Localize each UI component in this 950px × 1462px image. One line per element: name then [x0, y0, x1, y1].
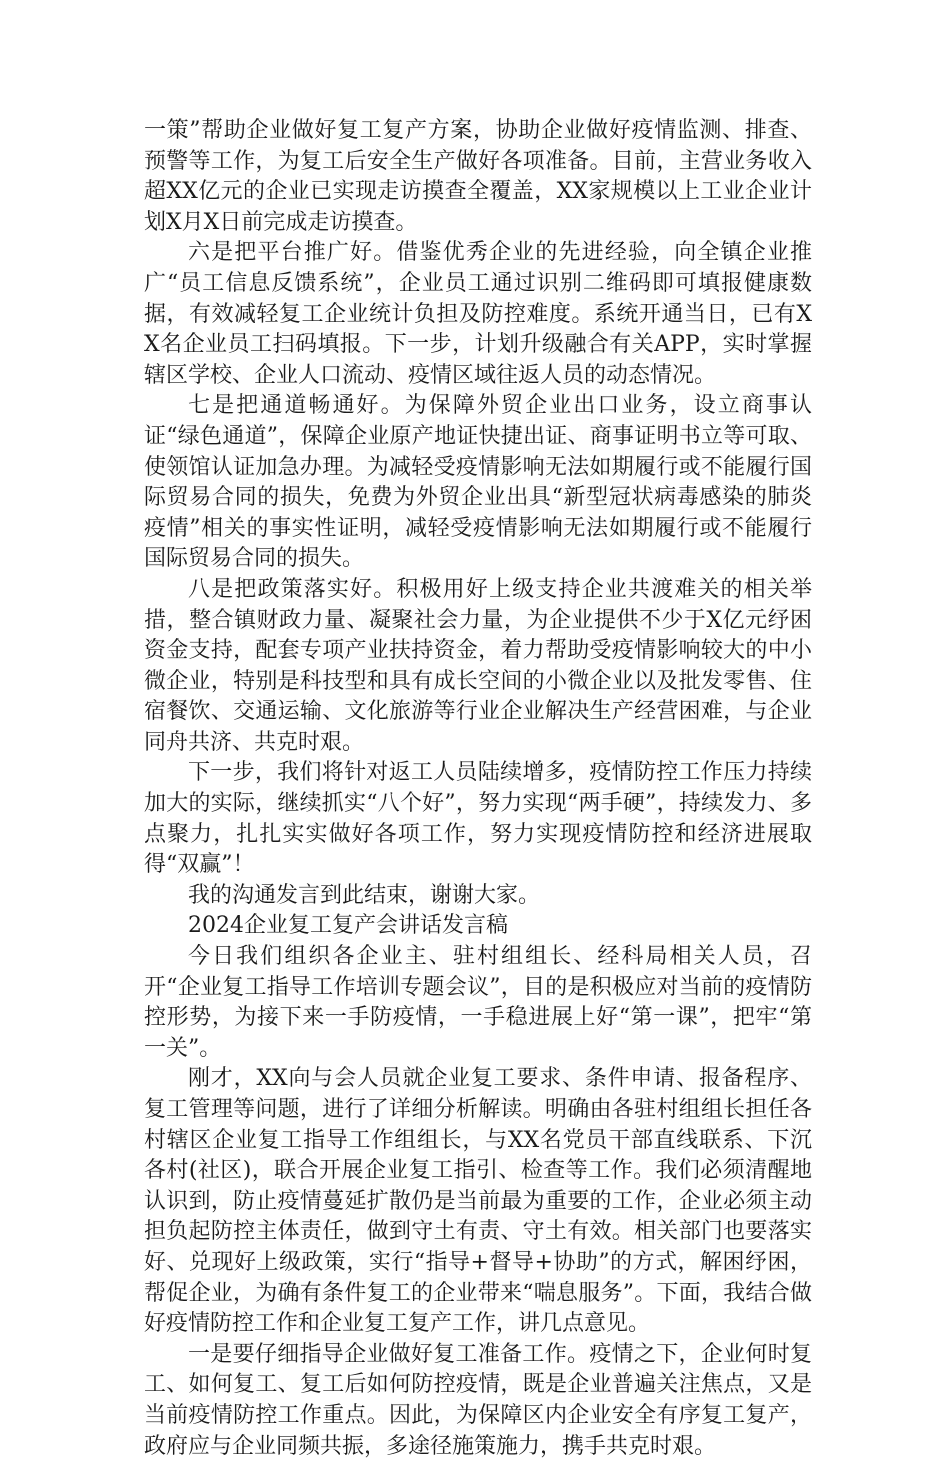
- paragraph-channel-smooth: 七是把通道畅通好。为保障外贸企业出口业务，设立商事认证“绿色通道”，保障企业原产地证快捷出证、商事证明书立等可取、使领馆认证加急办理。为减轻受疫情影响无法如期履行或不能履行国际贸易合同的损失，免费为外贸企业出具“新型冠状病毒感染的肺炎疫情”相关的事实性证明，减轻受疫情影响无法如期履行或不能履行国际贸易合同的损失。: [144, 393, 812, 572]
- paragraph-requirements-review: 刚才，XX向与会人员就企业复工要求、条件申请、报备程序、复工管理等问题，进行了详细分析解读。明确由各驻村组组长担任各村辖区企业复工指导工作组组长，与XX名党员干部直线联系、下沉各村(社区)，联合开展企业复工指引、检查等工作。我们必须清醒地认识到，防止疫情蔓延扩散仍是当前最为重要的工作，企业必须主动担负起防控主体责任，做到守土有责、守土有效。相关部门也要落实好、兑现好上级政策，实行“指导+督导+协助”的方式，解困纾困，帮促企业，为确有条件复工的企业带来“喘息服务”。下面，我结合做好疫情防控工作和企业复工复产工作，讲几点意见。: [144, 1066, 812, 1337]
- document-body: [144, 116, 812, 1462]
- paragraph-closing-remark: 我的沟通发言到此结束，谢谢大家。: [188, 882, 541, 908]
- paragraph-first-point: 一是要仔细指导企业做好复工准备工作。疫情之下，企业何时复工、如何复工、复工后如何防控疫情，既是企业普遍关注焦点，又是当前疫情防控工作重点。因此，为保障区内企业安全有序复工复产，政府应与企业同频共振，多途径施策施力，携手共克时艰。: [144, 1341, 812, 1459]
- paragraph-policy-implementation: 八是把政策落实好。积极用好上级支持企业共渡难关的相关举措，整合镇财政力量、凝聚社会力量，为企业提供不少于X亿元纾困资金支持，配套专项产业扶持资金，着力帮助受疫情影响较大的中小微企业，特别是科技型和具有成长空间的小微企业以及批发零售、住宿餐饮、交通运输、文化旅游等行业企业解决生产经营困难，与企业同舟共济、共克时艰。: [144, 576, 812, 755]
- paragraph-next-step: 下一步，我们将针对返工人员陆续增多，疫情防控工作压力持续加大的实际，继续抓实“八个好”，努力实现“两手硬”，持续发力、多点聚力，扎扎实实做好各项工作，努力实现疫情防控和经济进展取得“双赢”！: [144, 760, 812, 878]
- paragraph-platform-promotion: 六是把平台推广好。借鉴优秀企业的先进经验，向全镇企业推广“员工信息反馈系统”，企业员工通过识别二维码即可填报健康数据，有效减轻复工企业统计负担及防控难度。系统开通当日，已有XX名企业员工扫码填报。下一步，计划升级融合有关APP，实时掌握辖区学校、企业人口流动、疫情区域往返人员的动态情况。: [144, 240, 812, 388]
- section-title: 2024企业复工复产会讲话发言稿: [188, 913, 508, 939]
- paragraph-meeting-intro: 今日我们组织各企业主、驻村组组长、经科局相关人员，召开“企业复工指导工作培训专题会议”，目的是积极应对当前的疫情防控形势，为接下来一手防疫情，一手稳进展上好“第一课”，把牢“第一关”。: [144, 944, 812, 1061]
- paragraph-continued: 一策”帮助企业做好复工复产方案，协助企业做好疫情监测、排查、预警等工作，为复工后安全生产做好各项准备。目前，主营业务收入超XX亿元的企业已实现走访摸查全覆盖，XX家规模以上工业企业计划X月X日前完成走访摸查。: [144, 118, 812, 235]
